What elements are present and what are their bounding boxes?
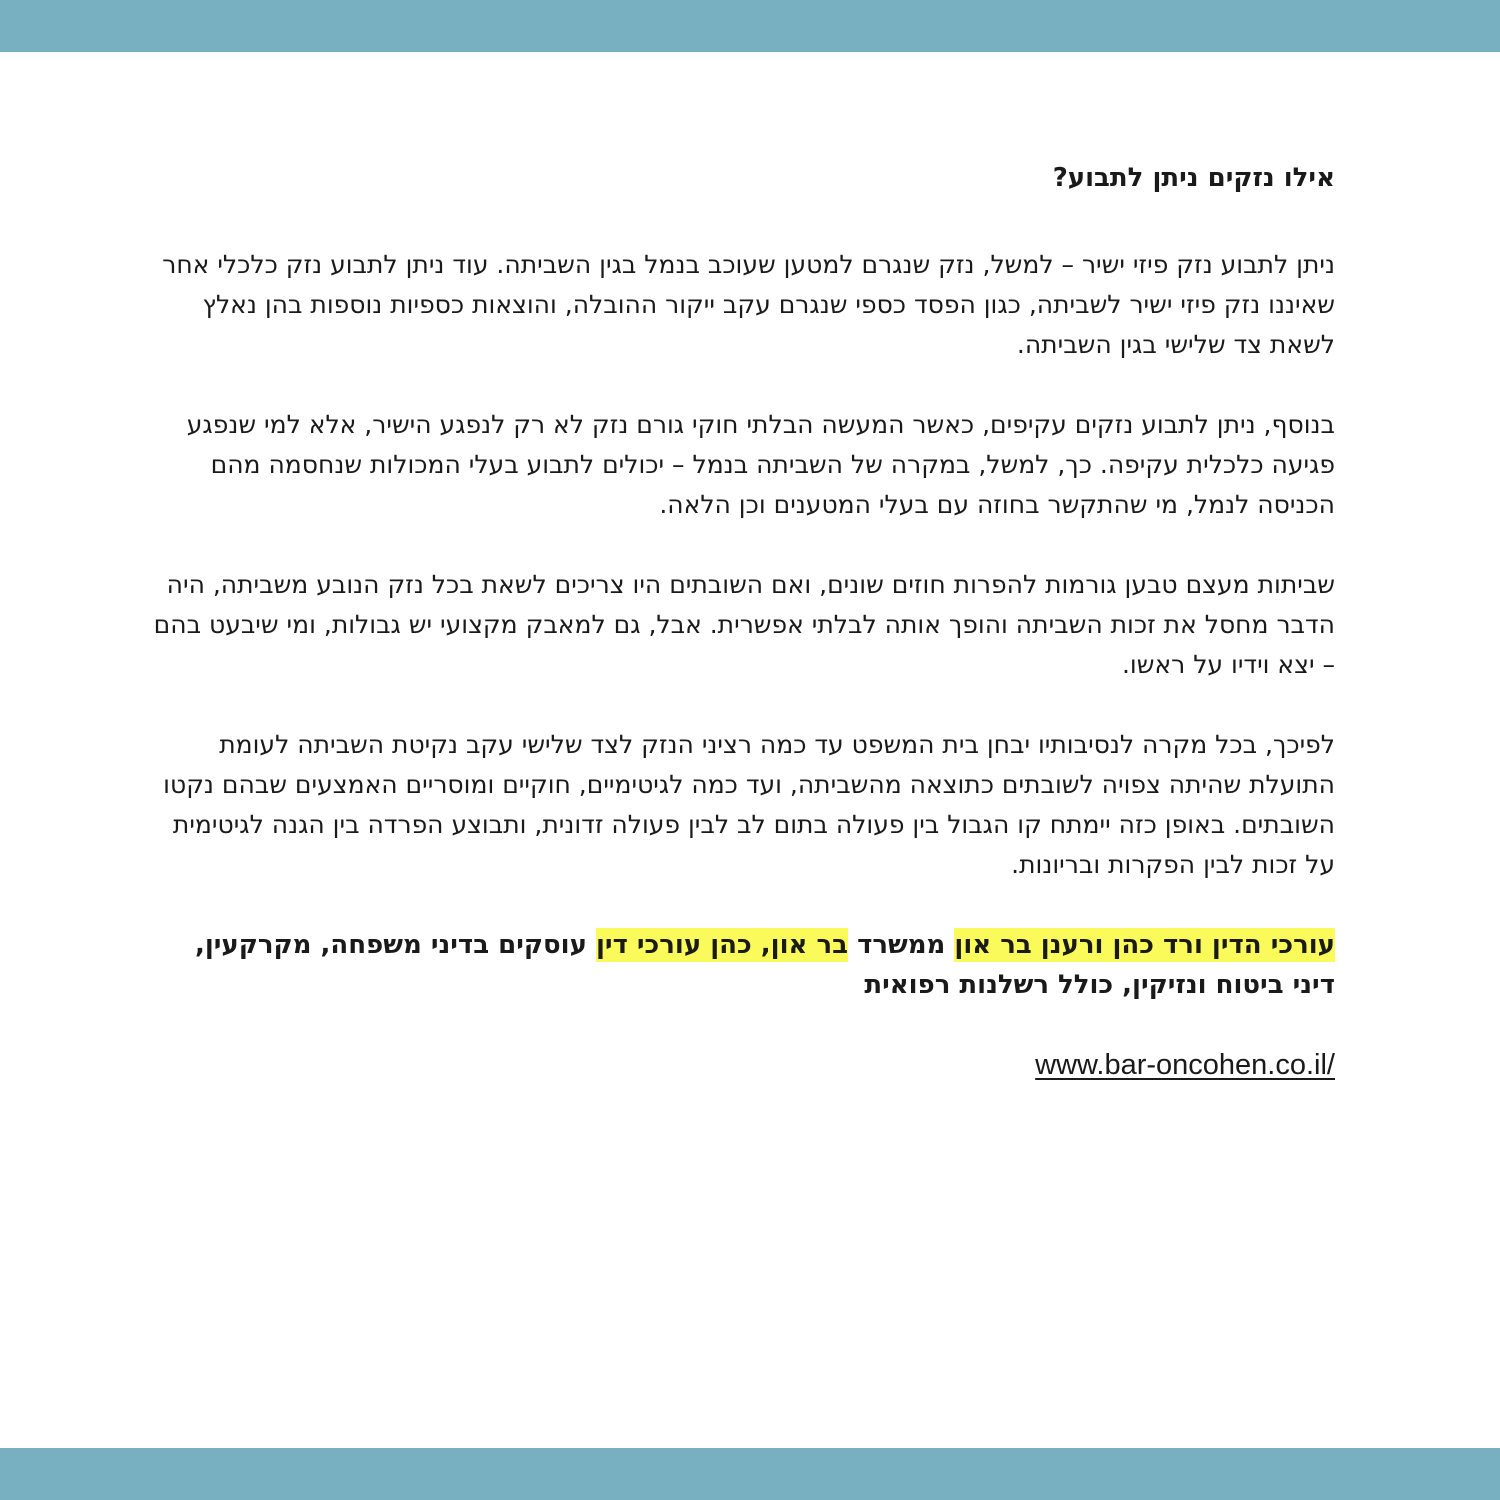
highlighted-author-names: עורכי הדין ורד כהן ורענן בר און	[954, 930, 1335, 960]
paragraph-direct-damages: ניתן לתבוע נזק פיזי ישיר – למשל, נזק שנגרם למטען שעוכב בנמל בגין השביתה. עוד ניתן לתבוע נזק כלכלי אחר שאיננו נזק פיזי ישיר לשביתה, כגון הפסד כספי שנגרם עקב ייקור ההובלה, והוצאות כספיות נוספות בהן נאלץ לשאת צד שלישי בגין השביתה.	[162, 250, 1335, 359]
paragraph-indirect-damages: בנוסף, ניתן לתבוע נזקים עקיפים, כאשר המעשה הבלתי חוקי גורם נזק לא רק לנפגע הישיר, אלא למי שנפגע פגיעה כלכלית עקיפה. כך, למשל, במקרה של השביתה בנמל – יכולים לתבוע בעלי המכולות שנחסמה מהם הכניסה לנמל, מי שהתקשר בחוזה עם בעלי המטענים וכן הלאה.	[186, 410, 1335, 519]
article	[150, 158, 1335, 1085]
paragraph-strike-limits: שביתות מעצם טבען גורמות להפרות חוזים שונים, ואם השובתים היו צריכים לשאת בכל נזק הנובע משביתה, היה הדבר מחסל את זכות השביתה והופך אותה לבלתי אפשרית. אבל, גם למאבק מקצועי יש גבולות, ומי שיבעט בהם – יצא וידיו על ראשו.	[153, 570, 1335, 679]
credit-connector: ממשרד	[848, 930, 955, 960]
website-link[interactable]: www.bar-oncohen.co.il/	[1035, 1049, 1335, 1081]
bottom-color-band	[0, 1448, 1500, 1500]
paragraph-court-balance: לפיכך, בכל מקרה לנסיבותיו יבחן בית המשפט עד כמה רציני הנזק לצד שלישי עקב נקיטת השביתה לעומת התועלת שהיתה צפויה לשובתים כתוצאה מהשביתה, ועד כמה לגיטימיים, חוקיים ומוסריים האמצעים שבהם נקטו השובתים. באופן כזה יימתח קו הגבול בין פעולה בתום לב לבין פעולה זדונית, ותבוצע הפרדה בין הגנה לגיטימית על זכות לבין הפקרות ובריונות.	[163, 730, 1335, 879]
highlighted-firm-name: בר און, כהן עורכי דין	[595, 930, 849, 960]
credit-practice-areas: עוסקים בדיני משפחה, מקרקעין, דיני ביטוח ונזיקין, כולל רשלנות רפואית	[194, 930, 1335, 1000]
article-title: אילו נזקים ניתן לתבוע?	[1052, 163, 1335, 193]
top-color-band	[0, 0, 1500, 52]
author-credit	[150, 925, 1335, 1005]
